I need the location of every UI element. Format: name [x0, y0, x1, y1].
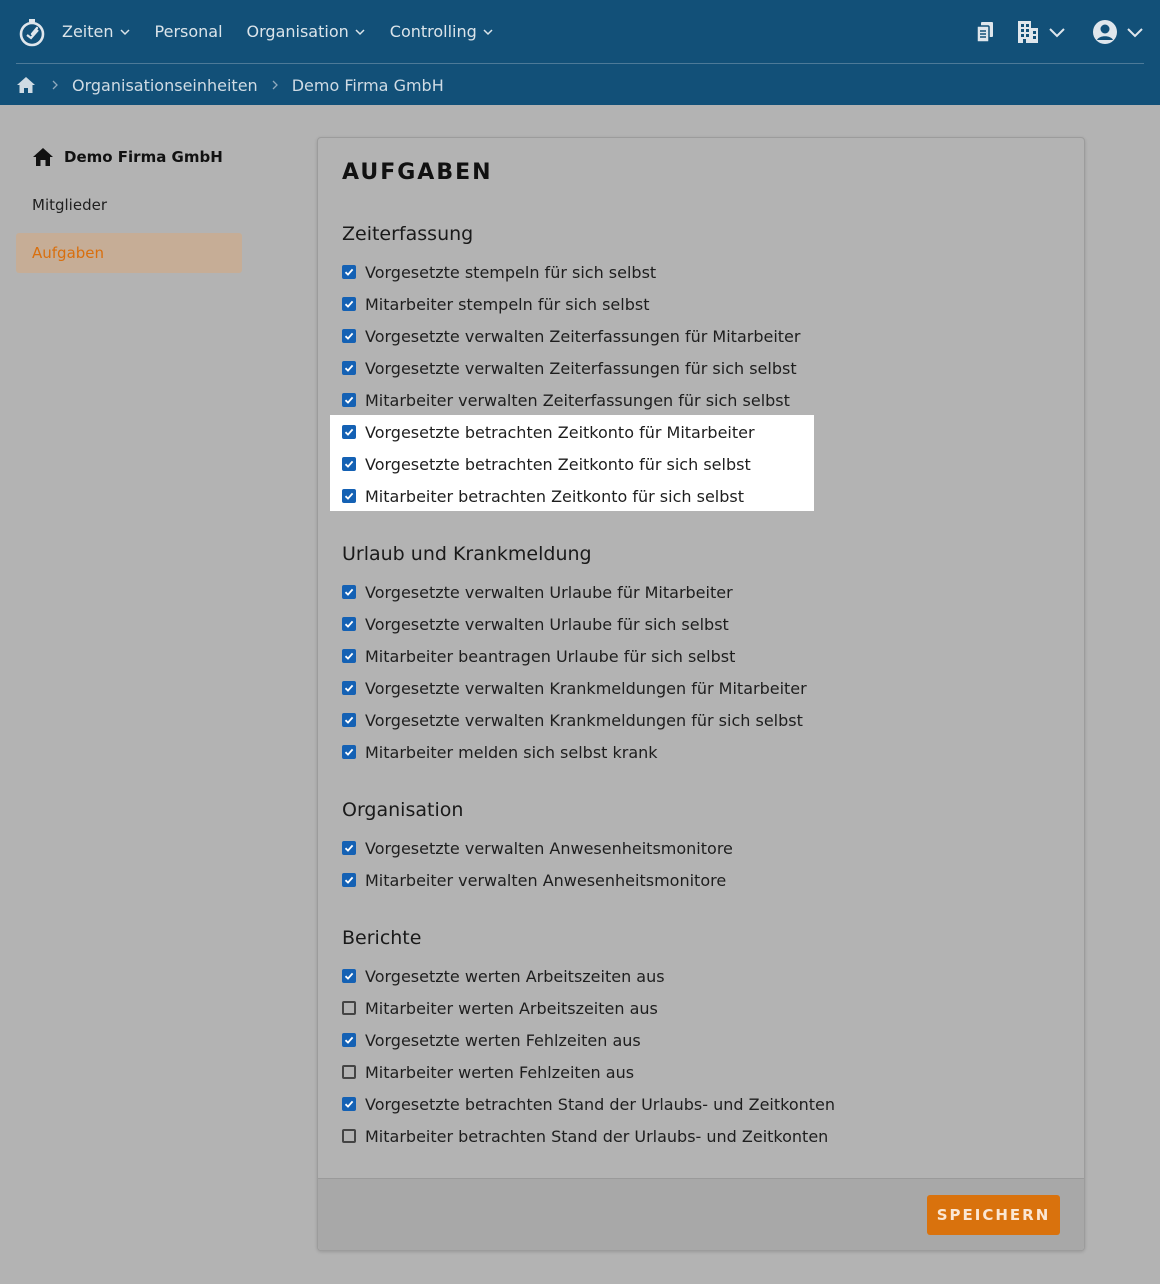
task-label: Vorgesetzte betrachten Stand der Urlaubs- und Zeitkonten: [365, 1094, 836, 1114]
nav-personal-label: Personal: [154, 22, 223, 41]
checkbox-unchecked-icon[interactable]: [342, 1129, 356, 1143]
chevron-right-icon: [270, 80, 280, 90]
home-icon[interactable]: [16, 76, 36, 94]
section-urlaub-und-krankmeldung: [342, 538, 807, 768]
home-icon: [32, 147, 54, 167]
task-checkbox-row[interactable]: [342, 352, 800, 384]
task-label: Vorgesetzte verwalten Urlaube für sich selbst: [365, 614, 729, 634]
section-heading: Berichte: [342, 927, 422, 949]
checkbox-checked-icon[interactable]: [342, 393, 356, 407]
task-checkbox-row[interactable]: [342, 960, 835, 992]
task-checkbox-row[interactable]: [342, 608, 807, 640]
task-label: Vorgesetzte stempeln für sich selbst: [365, 262, 657, 282]
task-checkbox-row[interactable]: [342, 416, 800, 448]
chevron-down-icon: [1048, 23, 1066, 41]
task-checkbox-row[interactable]: [342, 448, 800, 480]
task-label: Vorgesetzte verwalten Zeiterfassungen für Mitarbeiter: [365, 326, 801, 346]
breadcrumb-item-current: Demo Firma GmbH: [291, 75, 444, 95]
sidebar-item-label: Aufgaben: [32, 244, 105, 262]
checkbox-checked-icon[interactable]: [342, 745, 356, 759]
task-label: Vorgesetzte verwalten Urlaube für Mitarbeiter: [365, 582, 733, 602]
task-label: Vorgesetzte verwalten Zeiterfassungen für sich selbst: [365, 358, 797, 378]
sidebar-title: [16, 137, 242, 177]
task-checkbox-row[interactable]: [342, 1024, 835, 1056]
task-label: Mitarbeiter verwalten Anwesenheitsmonitore: [365, 870, 727, 890]
task-checkbox-row[interactable]: [342, 704, 807, 736]
checkbox-unchecked-icon[interactable]: [342, 1065, 356, 1079]
section-berichte: [342, 922, 835, 1152]
topbar-right: [974, 0, 1144, 64]
nav-personal[interactable]: [155, 22, 223, 41]
checkbox-checked-icon[interactable]: [342, 873, 356, 887]
checkbox-checked-icon[interactable]: [342, 681, 356, 695]
task-checkbox-row[interactable]: [342, 1056, 835, 1088]
task-checkbox-row[interactable]: [342, 256, 800, 288]
task-label: Vorgesetzte verwalten Krankmeldungen für Mitarbeiter: [365, 678, 807, 698]
nav-organisation-label: Organisation: [246, 22, 349, 41]
section-organisation: [342, 794, 733, 896]
task-checkbox-row[interactable]: [342, 288, 800, 320]
task-label: Mitarbeiter betrachten Zeitkonto für sich selbst: [365, 486, 744, 506]
task-label: Mitarbeiter werten Arbeitszeiten aus: [365, 998, 658, 1018]
section-heading: Zeiterfassung: [342, 223, 474, 245]
task-checkbox-row[interactable]: [342, 992, 835, 1024]
nav-zeiten[interactable]: [62, 22, 131, 41]
task-checkbox-row[interactable]: [342, 576, 807, 608]
checkbox-checked-icon[interactable]: [342, 329, 356, 343]
chevron-down-icon: [482, 26, 494, 38]
section-zeiterfassung: [342, 218, 800, 512]
card-footer: [318, 1178, 1084, 1250]
nav-controlling-label: Controlling: [389, 22, 477, 41]
task-checkbox-row[interactable]: [342, 320, 800, 352]
breadcrumb-item-organisationseinheiten[interactable]: Organisationseinheiten: [72, 75, 258, 95]
sidebar-item-label: Mitglieder: [32, 196, 107, 214]
checkbox-checked-icon[interactable]: [342, 841, 356, 855]
task-label: Vorgesetzte betrachten Zeitkonto für Mitarbeiter: [365, 422, 755, 442]
task-label: Vorgesetzte betrachten Zeitkonto für sich selbst: [365, 454, 751, 474]
task-label: Mitarbeiter melden sich selbst krank: [365, 742, 658, 762]
checkbox-checked-icon[interactable]: [342, 265, 356, 279]
sidebar-item-mitglieder[interactable]: [16, 185, 242, 225]
checkbox-checked-icon[interactable]: [342, 457, 356, 471]
checkbox-checked-icon[interactable]: [342, 297, 356, 311]
checkbox-checked-icon[interactable]: [342, 649, 356, 663]
top-nav-bar: [16, 0, 1144, 64]
task-checkbox-row[interactable]: [342, 1120, 835, 1152]
checkbox-checked-icon[interactable]: [342, 969, 356, 983]
task-checkbox-row[interactable]: [342, 864, 733, 896]
task-checkbox-row[interactable]: [342, 1088, 835, 1120]
task-label: Mitarbeiter verwalten Zeiterfassungen für sich selbst: [365, 390, 790, 410]
task-label: Mitarbeiter werten Fehlzeiten aus: [365, 1062, 635, 1082]
task-label: Vorgesetzte verwalten Krankmeldungen für sich selbst: [365, 710, 803, 730]
task-label: Mitarbeiter betrachten Stand der Urlaubs- und Zeitkonten: [365, 1126, 829, 1146]
task-checkbox-row[interactable]: [342, 832, 733, 864]
save-button[interactable]: SPEICHERN: [927, 1195, 1060, 1235]
checkbox-checked-icon[interactable]: [342, 617, 356, 631]
task-label: Vorgesetzte werten Arbeitszeiten aus: [365, 966, 665, 986]
sidebar-title-label: Demo Firma GmbH: [64, 148, 223, 166]
task-label: Mitarbeiter stempeln für sich selbst: [365, 294, 650, 314]
task-checkbox-row[interactable]: [342, 384, 800, 416]
nav-controlling[interactable]: [390, 22, 494, 41]
documents-icon[interactable]: [974, 20, 996, 44]
chevron-down-icon: [1126, 23, 1144, 41]
chevron-down-icon: [119, 26, 131, 38]
user-avatar-icon: [1092, 19, 1118, 45]
task-label: Vorgesetzte verwalten Anwesenheitsmonitore: [365, 838, 733, 858]
nav-organisation[interactable]: [247, 22, 366, 41]
task-checkbox-row[interactable]: [342, 640, 807, 672]
chevron-right-icon: [50, 80, 60, 90]
task-checkbox-row[interactable]: [342, 736, 807, 768]
building-icon: [1016, 19, 1040, 45]
task-label: Mitarbeiter beantragen Urlaube für sich selbst: [365, 646, 736, 666]
organization-switcher[interactable]: [1016, 19, 1066, 45]
sidebar-item-aufgaben[interactable]: [16, 233, 242, 273]
checkbox-checked-icon[interactable]: [342, 713, 356, 727]
checkbox-checked-icon[interactable]: [342, 361, 356, 375]
checkbox-checked-icon[interactable]: [342, 489, 356, 503]
sidebar: [16, 137, 242, 273]
task-checkbox-row[interactable]: [342, 672, 807, 704]
checkbox-checked-icon[interactable]: [342, 425, 356, 439]
page-title: AUFGABEN: [342, 160, 493, 185]
user-menu[interactable]: [1092, 19, 1144, 45]
tasks-card: [317, 137, 1085, 1251]
section-heading: Urlaub und Krankmeldung: [342, 543, 592, 565]
checkbox-unchecked-icon[interactable]: [342, 1001, 356, 1015]
breadcrumb: [16, 65, 444, 105]
task-checkbox-row[interactable]: [342, 480, 800, 512]
top-header: [0, 0, 1160, 105]
nav-zeiten-label: Zeiten: [62, 22, 114, 41]
chevron-down-icon: [354, 26, 366, 38]
stopwatch-logo-icon[interactable]: [16, 16, 48, 48]
checkbox-checked-icon[interactable]: [342, 585, 356, 599]
task-label: Vorgesetzte werten Fehlzeiten aus: [365, 1030, 641, 1050]
section-heading: Organisation: [342, 799, 464, 821]
checkbox-checked-icon[interactable]: [342, 1033, 356, 1047]
checkbox-checked-icon[interactable]: [342, 1097, 356, 1111]
